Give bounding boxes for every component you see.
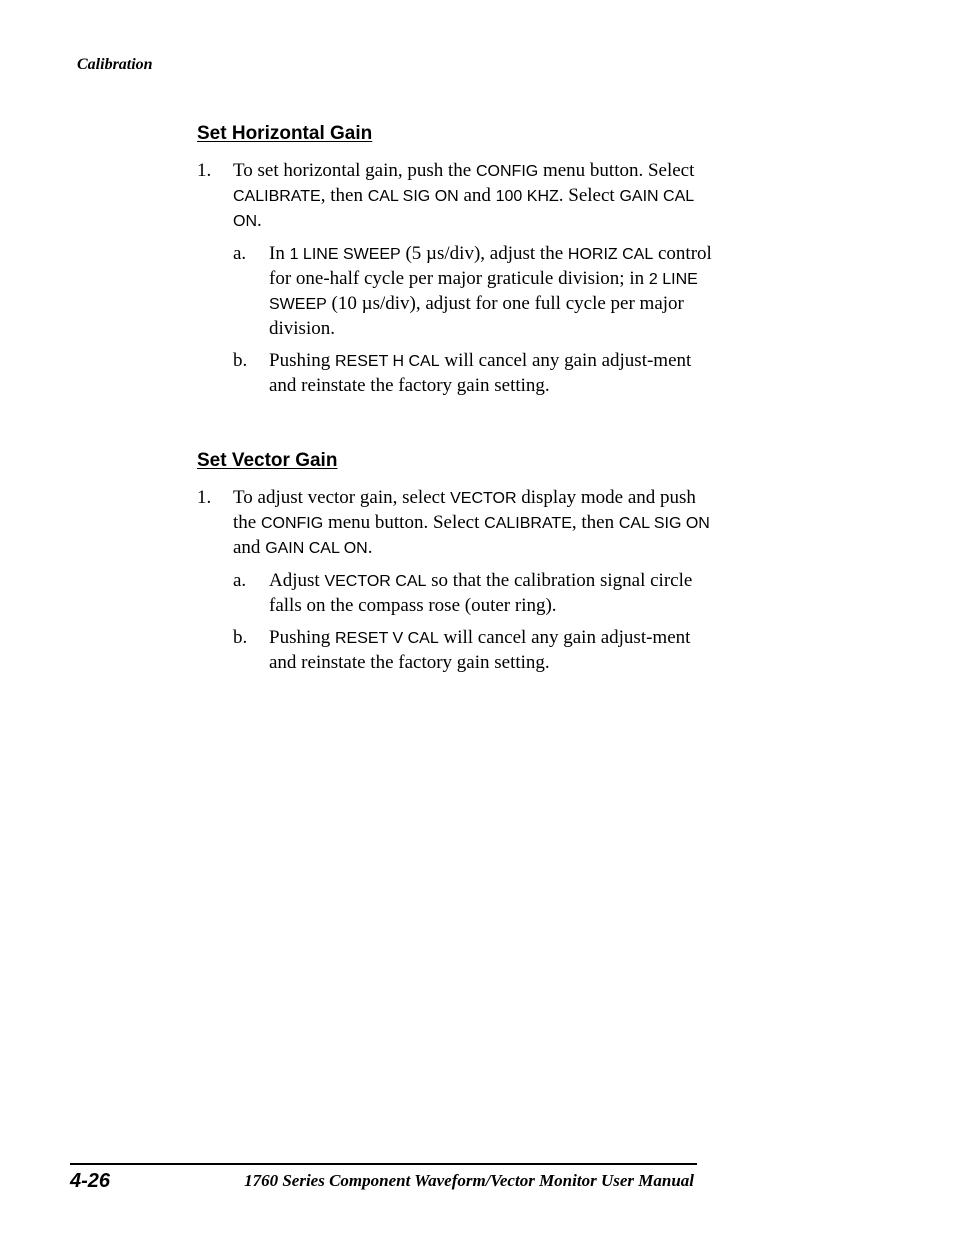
step-number: 1. [197,487,212,508]
ui-term: 1 LINE SWEEP [289,246,401,263]
manual-title: 1760 Series Component Waveform/Vector Monitor User Manual [244,1171,694,1190]
step-text: . [257,210,262,231]
ui-term: CONFIG [475,163,539,180]
substep-text: (10 µs/div), adjust for one full cycle per major division. [269,293,684,339]
step-text: display mode and push the [233,487,696,533]
ui-term: RESET H CAL [335,353,440,370]
substep-text: Pushing [269,627,335,648]
ui-term: GAIN CAL ON [233,188,694,230]
substep-text: Pushing [269,350,335,371]
substep-b [197,626,717,675]
ui-term: HORIZ CAL [567,246,654,263]
step-text: menu button. Select [538,160,695,181]
substep-a [197,569,717,618]
section-heading: Set Horizontal Gain [197,123,373,144]
running-head: Calibration [77,56,153,73]
ui-term: CAL SIG ON [367,188,459,205]
substep-text: In [269,243,290,264]
substep-letter: a. [233,570,247,591]
footer-rule [70,1163,697,1165]
section-set-horizontal-gain [197,123,717,398]
ui-term: GAIN CAL ON [265,540,368,557]
substep-text: (5 µs/div), adjust the [400,243,568,264]
substep-letter: b. [233,627,248,648]
step-number: 1. [197,160,212,181]
step-1 [197,159,717,234]
substep-text: so that the calibration signal circle falls on the compass rose (outer ring). [269,570,693,616]
substep-text: will cancel any gain adjust-ment and reinstate the factory gain setting. [269,350,692,396]
ui-term: RESET V CAL [335,630,439,647]
ui-term: CALIBRATE [233,188,321,205]
section-set-vector-gain [197,450,717,675]
ui-term: CALIBRATE [484,515,572,532]
step-text: menu button. Select [323,512,485,533]
step-text: , then [320,185,368,206]
step-text: . [367,537,373,558]
section-heading: Set Vector Gain [197,450,338,471]
step-text: To adjust vector gain, select [233,487,451,508]
step-text: . Select [558,185,620,206]
step-1 [197,486,717,561]
ui-term: 100 KHZ [495,188,559,205]
substep-a [197,242,717,341]
step-text: , then [571,512,619,533]
substep-text: will cancel any gain adjust-ment and reinstate the factory gain setting. [269,627,691,673]
ui-term: CAL SIG ON [618,515,710,532]
step-text: and [458,185,496,206]
substep-text: Adjust [269,570,325,591]
substep-text: control for one-half cycle per major graticule division; in [269,243,712,289]
step-text: To set horizontal gain, push the [233,160,476,181]
ui-term: CONFIG [260,515,324,532]
substep-letter: b. [233,350,248,371]
substep-letter: a. [233,243,247,264]
ui-term: VECTOR CAL [324,573,427,590]
ui-term: VECTOR [450,490,517,507]
substep-b [197,349,717,398]
page-number: 4-26 [70,1170,111,1192]
step-text: and [233,537,266,558]
ui-term: 2 LINE SWEEP [269,271,698,313]
